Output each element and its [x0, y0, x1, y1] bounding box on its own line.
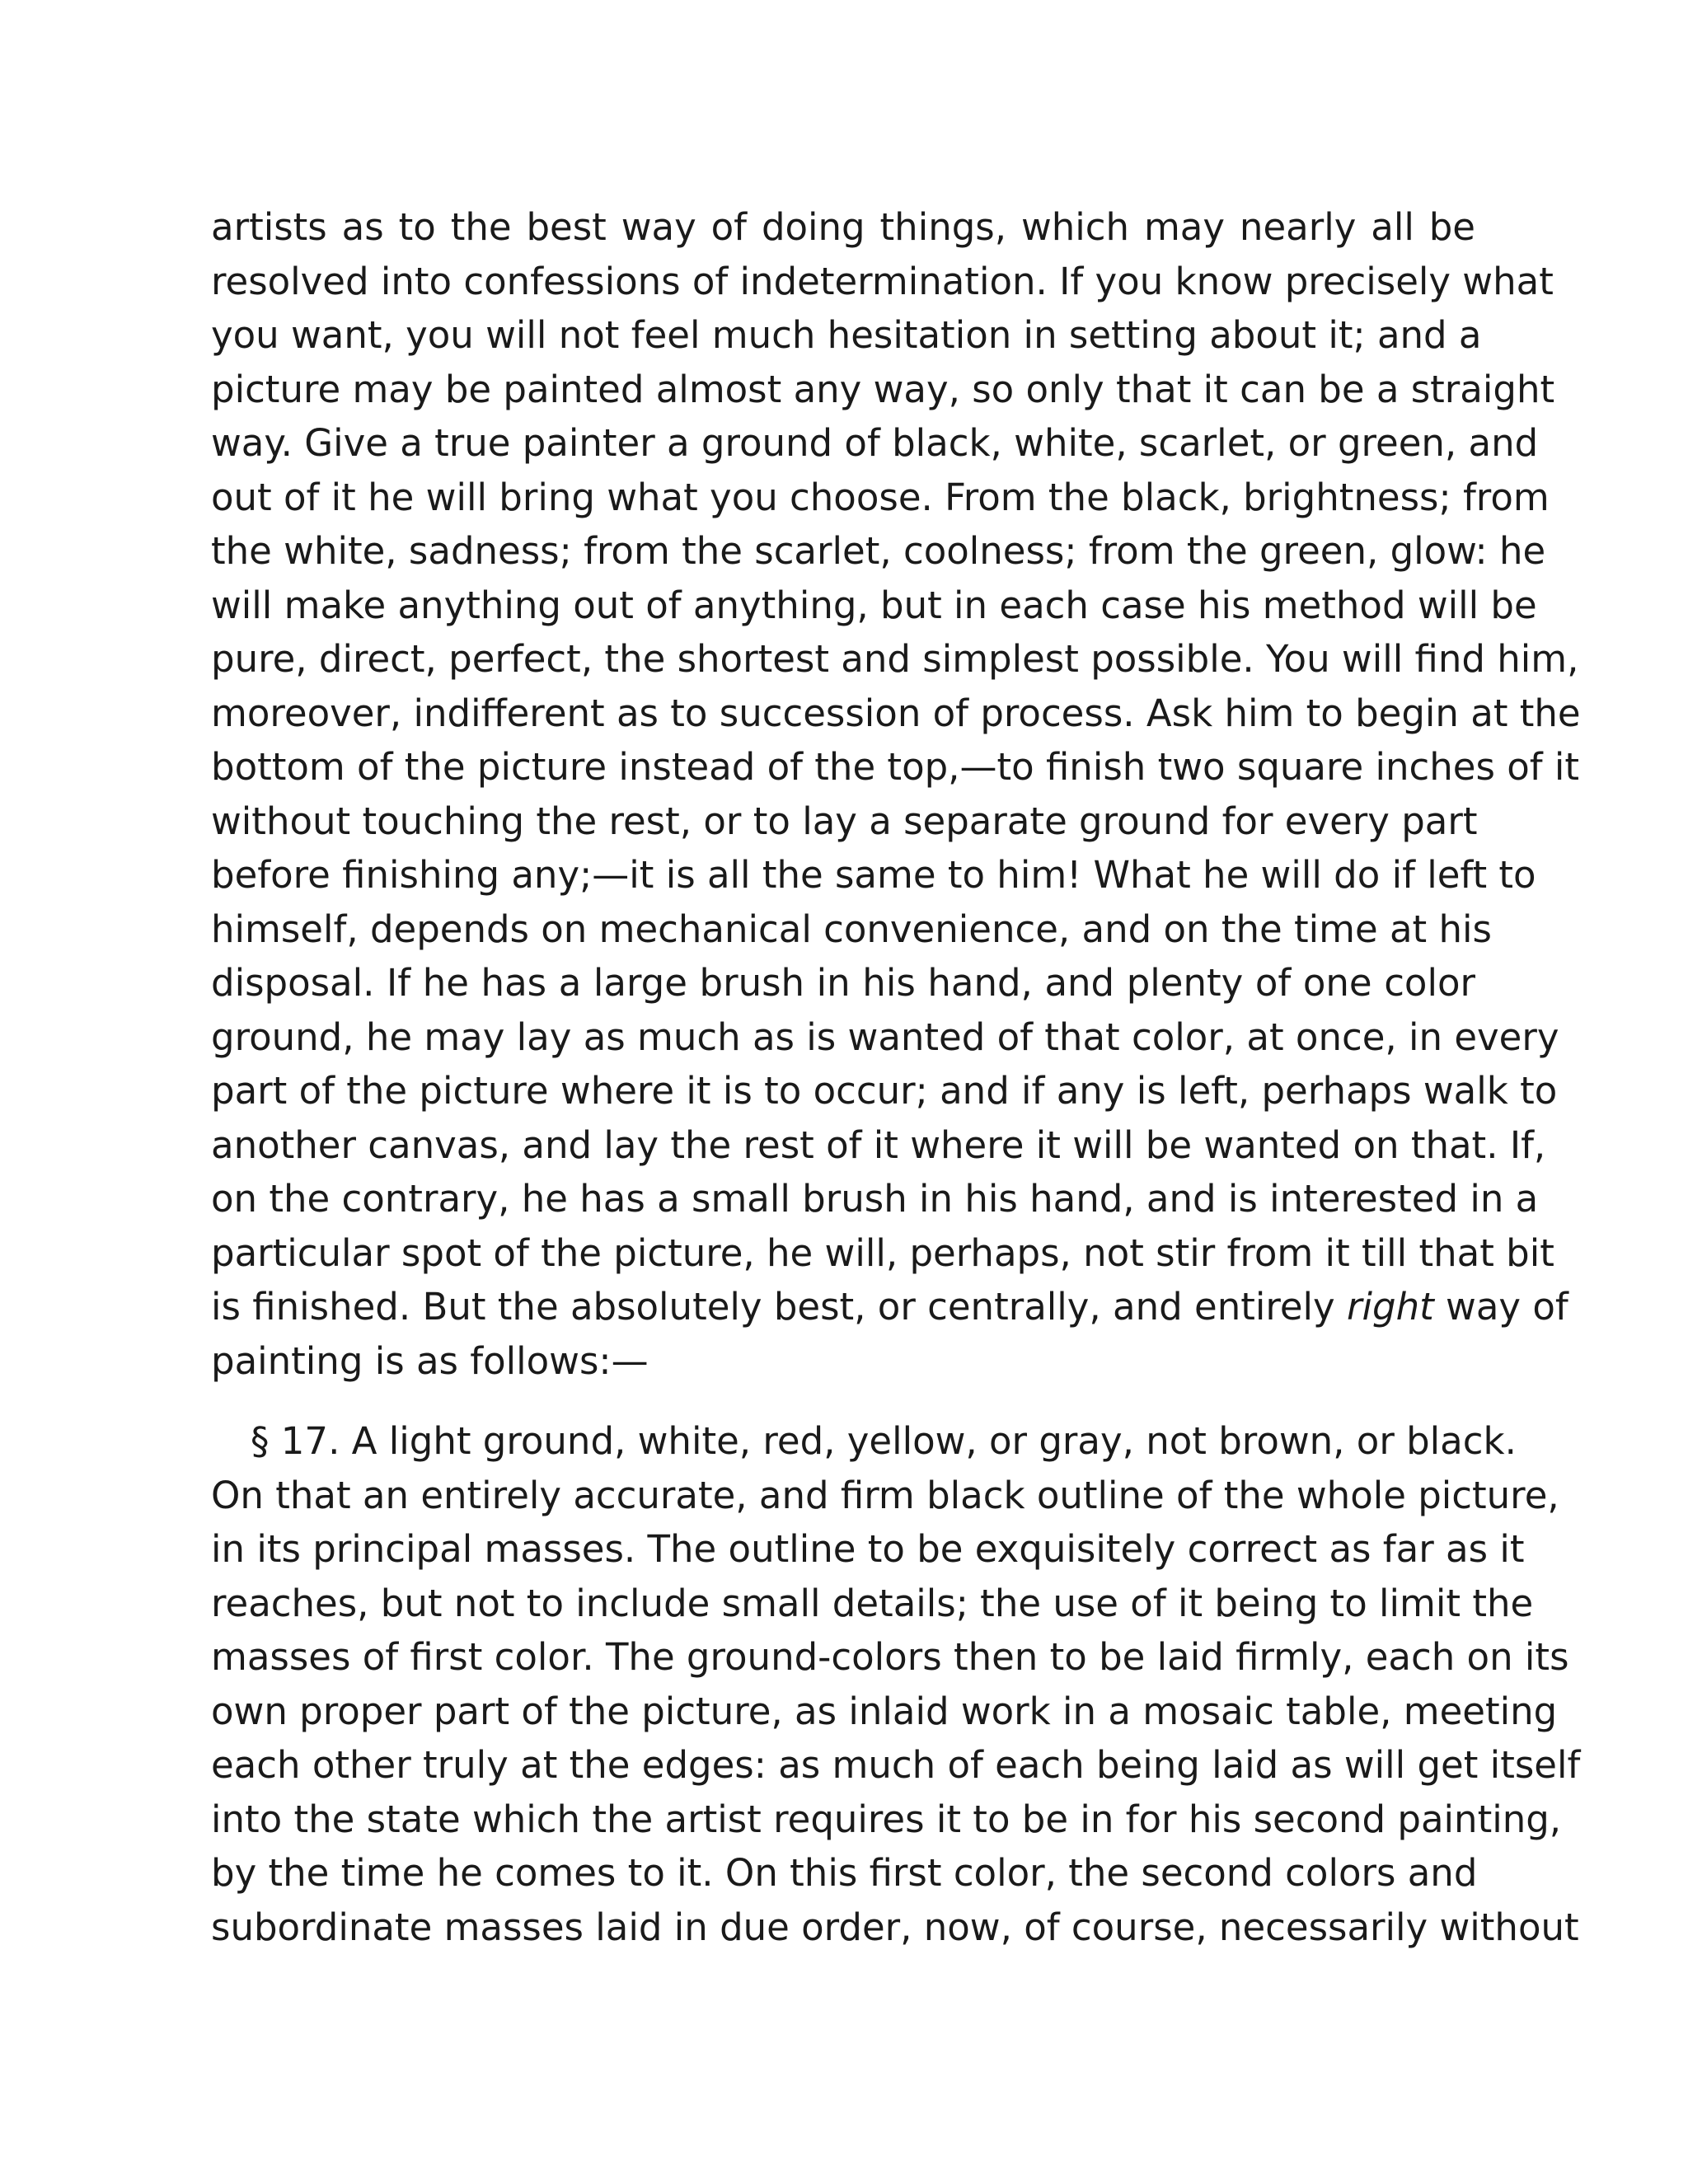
text-line: disposal. If he has a large brush in his hand, and plenty of one color — [211, 961, 1475, 1005]
text-line: himself, depends on mechanical convenience, and on the time at his — [211, 907, 1492, 951]
text-line: pure, direct, perfect, the shortest and simplest possible. You will find him, — [211, 637, 1579, 681]
text-line: subordinate masses laid in due order, now, of course, necessarily without — [211, 1905, 1579, 1949]
text-line: the white, sadness; from the scarlet, coolness; from the green, glow: he — [211, 529, 1546, 573]
paragraph-1 — [211, 200, 1581, 1388]
text-line: by the time he comes to it. On this first color, the second colors and — [211, 1851, 1478, 1895]
text-run: way of — [1433, 1285, 1568, 1329]
text-line: out of it he will bring what you choose. From the black, brightness; from — [211, 475, 1550, 519]
italic-emphasis: right — [1347, 1285, 1434, 1329]
text-line: before finishing any;—it is all the same to him! What he will do if left to — [211, 853, 1536, 897]
text-line: moreover, indifferent as to succession of process. Ask him to begin at the — [211, 691, 1581, 735]
text-line: masses of first color. The ground-colors then to be laid firmly, each on its — [211, 1635, 1569, 1679]
text-line: artists as to the best way of doing things, which may nearly all be — [211, 205, 1475, 249]
text-line: particular spot of the picture, he will, perhaps, not stir from it till that bit — [211, 1230, 1554, 1275]
text-line: On that an entirely accurate, and firm black outline of the whole picture, — [211, 1473, 1559, 1517]
text-line: § 17. A light ground, white, red, yellow, or gray, not brown, or black. — [251, 1419, 1517, 1463]
text-line: picture may be painted almost any way, so only that it can be a straight — [211, 367, 1555, 411]
text-line: ground, he may lay as much as is wanted of that color, at once, in every — [211, 1015, 1559, 1059]
text-line: bottom of the picture instead of the top,—to finish two square inches of it — [211, 745, 1580, 789]
text-line: part of the picture where it is to occur; and if any is left, perhaps walk to — [211, 1069, 1558, 1113]
text-line: you want, you will not feel much hesitation in setting about it; and a — [211, 313, 1482, 357]
text-line: without touching the rest, or to lay a separate ground for every part — [211, 799, 1478, 843]
text-line: will make anything out of anything, but in each case his method will be — [211, 583, 1537, 627]
text-run: is finished. But the absolutely best, or centrally, and entirely — [211, 1285, 1347, 1329]
text-line: resolved into confessions of indetermination. If you know precisely what — [211, 259, 1554, 303]
text-line: into the state which the artist requires it to be in for his second painting, — [211, 1797, 1562, 1841]
text-line — [211, 1280, 1568, 1334]
text-line: reaches, but not to include small details; the use of it being to limit the — [211, 1581, 1534, 1625]
text-line: another canvas, and lay the rest of it where it will be wanted on that. If, — [211, 1122, 1546, 1167]
text-line: own proper part of the picture, as inlaid work in a mosaic table, meeting — [211, 1689, 1558, 1733]
text-line: in its principal masses. The outline to be exquisitely correct as far as it — [211, 1527, 1525, 1571]
paragraph-2 — [211, 1414, 1581, 1954]
text-line: painting is as follows:— — [211, 1338, 649, 1383]
text-line: on the contrary, he has a small brush in his hand, and is interested in a — [211, 1177, 1539, 1221]
text-line: each other truly at the edges: as much of each being laid as will get itself — [211, 1743, 1581, 1787]
text-line: way. Give a true painter a ground of black, white, scarlet, or green, and — [211, 421, 1539, 465]
